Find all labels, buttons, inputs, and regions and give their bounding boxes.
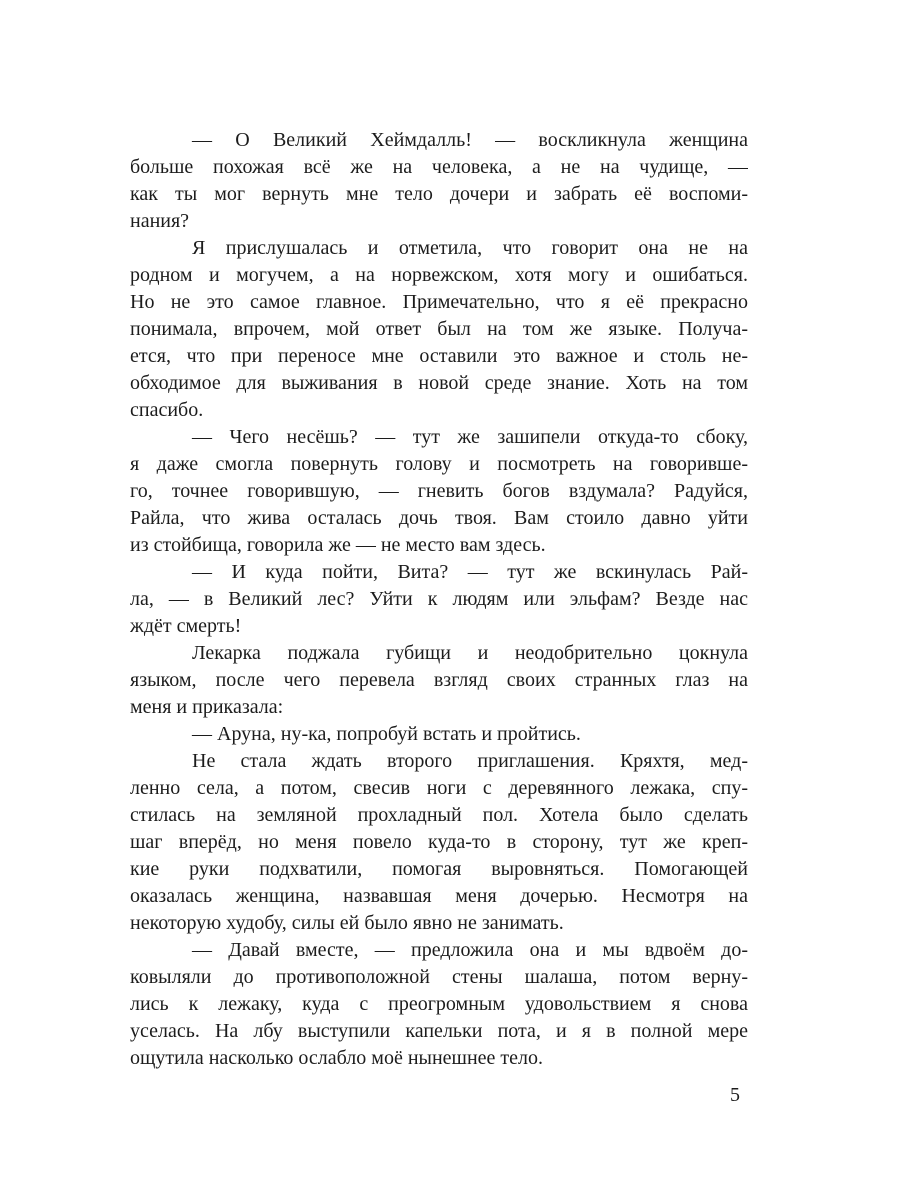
- text-line: нания?: [130, 210, 190, 232]
- text-line: Но не это самое главное. Примечательно, что я её прекрасно: [130, 291, 748, 313]
- paragraph: [130, 424, 748, 559]
- text-line: оказалась женщина, назвавшая меня дочерью. Несмотря на: [130, 885, 748, 907]
- paragraph: [130, 748, 748, 937]
- text-line: кие руки подхватили, помогая выровняться. Помогающей: [130, 858, 748, 880]
- text-line: больше похожая всё же на человека, а не на чудище, —: [130, 156, 748, 178]
- text-line: Я прислушалась и отметила, что говорит она не на: [192, 237, 748, 259]
- text-line: понимала, впрочем, мой ответ был на том же языке. Получа-: [130, 318, 748, 340]
- text-line: Райла, что жива осталась дочь твоя. Вам стоило давно уйти: [130, 507, 748, 529]
- text-line: — И куда пойти, Вита? — тут же вскинулась Рай-: [192, 561, 748, 583]
- text-line: ла, — в Великий лес? Уйти к людям или эльфам? Везде нас: [130, 588, 748, 610]
- paragraph: [130, 127, 748, 235]
- text-line: уселась. На лбу выступили капельки пота, и я в полной мере: [130, 1020, 748, 1042]
- paragraph: [130, 559, 748, 640]
- text-line: Лекарка поджала губищи и неодобрительно цокнула: [192, 642, 748, 664]
- text-line: ждёт смерть!: [130, 615, 242, 637]
- paragraph: [130, 721, 748, 748]
- text-line: лись к лежаку, куда с преогромным удовольствием я снова: [130, 993, 748, 1015]
- text-line: — Давай вместе, — предложила она и мы вдвоём до-: [192, 939, 748, 961]
- text-line: — Чего несёшь? — тут же зашипели откуда-то сбоку,: [192, 426, 748, 448]
- text-line: ковыляли до противоположной стены шалаша, потом верну-: [130, 966, 748, 988]
- text-line: шаг вперёд, но меня повело куда-то в сторону, тут же креп-: [130, 831, 748, 853]
- text-line: родном и могучем, а на норвежском, хотя могу и ошибаться.: [130, 264, 748, 286]
- paragraph: [130, 235, 748, 424]
- text-line: ощутила насколько ослабло моё нынешнее тело.: [130, 1047, 543, 1069]
- paragraph: [130, 640, 748, 721]
- text-line: меня и приказала:: [130, 696, 284, 718]
- paragraph: [130, 937, 748, 1072]
- text-line: спасибо.: [130, 399, 204, 421]
- text-block: [130, 127, 748, 1072]
- text-line: го, точнее говорившую, — гневить богов вздумала? Радуйся,: [130, 480, 748, 502]
- text-line: — Аруна, ну-ка, попробуй встать и пройтись.: [192, 723, 581, 745]
- text-line: обходимое для выживания в новой среде знание. Хоть на том: [130, 372, 748, 394]
- text-line: некоторую худобу, силы ей было явно не занимать.: [130, 912, 564, 934]
- text-line: как ты мог вернуть мне тело дочери и забрать её воспоми-: [130, 183, 748, 205]
- text-line: стилась на земляной прохладный пол. Хотела было сделать: [130, 804, 748, 826]
- text-line: я даже смогла повернуть голову и посмотреть на говоривше-: [130, 453, 748, 475]
- text-line: ется, что при переносе мне оставили это важное и столь не-: [130, 345, 748, 367]
- text-line: — О Великий Хеймдалль! — воскликнула женщина: [192, 129, 748, 151]
- text-line: ленно села, а потом, свесив ноги с деревянного лежака, спу-: [130, 777, 748, 799]
- text-line: из стойбища, говорила же — не место вам здесь.: [130, 534, 546, 556]
- page-number: 5: [730, 1084, 740, 1106]
- text-line: языком, после чего перевела взгляд своих странных глаз на: [130, 669, 748, 691]
- text-line: Не стала ждать второго приглашения. Кряхтя, мед-: [192, 750, 748, 772]
